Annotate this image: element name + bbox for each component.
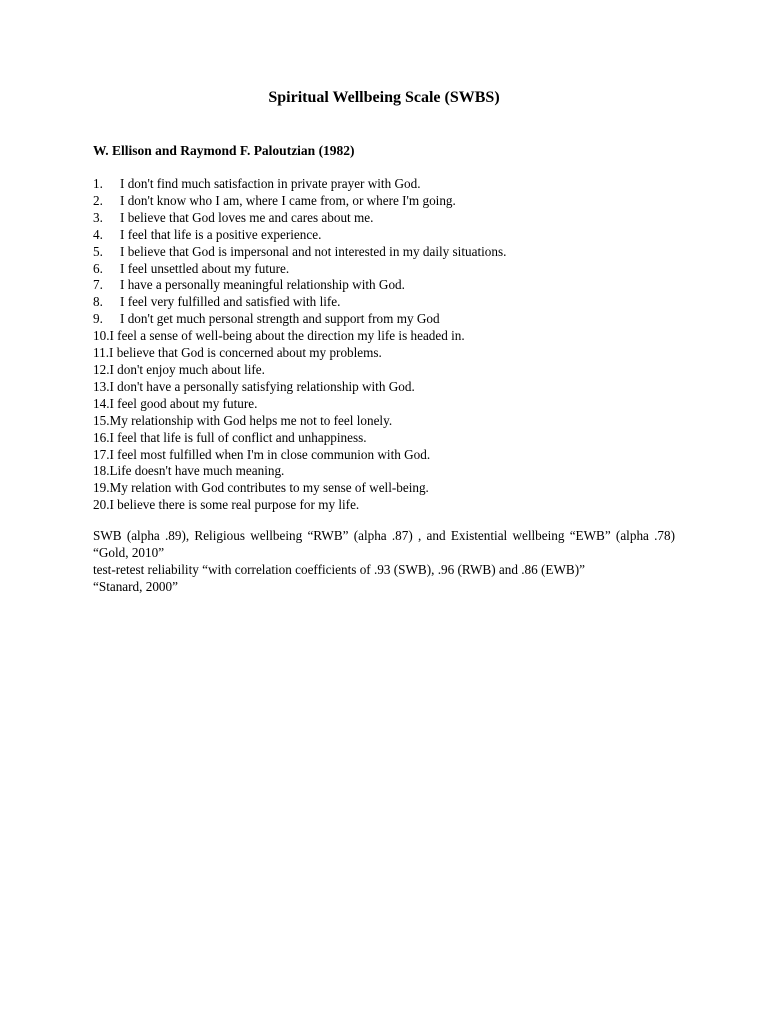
- list-item: [93, 277, 683, 294]
- list-item: [93, 328, 683, 345]
- citation-note: “Stanard, 2000”: [93, 578, 178, 594]
- list-item: [93, 261, 683, 278]
- item-text: I don't find much satisfaction in private prayer with God.: [120, 176, 421, 191]
- item-text: I believe that God is impersonal and not interested in my daily situations.: [120, 243, 507, 259]
- item-text: I don't get much personal strength and support from my God: [120, 311, 440, 327]
- list-item: [93, 463, 683, 480]
- item-number: 14.: [93, 395, 110, 411]
- list-item: [93, 176, 683, 193]
- list-item: [93, 311, 683, 328]
- document-authors: W. Ellison and Raymond F. Paloutzian (1982): [93, 143, 355, 158]
- item-number: 11.: [93, 345, 109, 361]
- list-item: [93, 294, 683, 311]
- reliability-notes: [93, 528, 675, 596]
- item-number: 8.: [93, 294, 103, 310]
- item-number: 10.: [93, 328, 110, 344]
- alpha-note: SWB (alpha .89), Religious wellbeing “RWB” (alpha .87) , and Existential wellbeing “EWB” (alpha .78) “Gold, 2010”: [93, 528, 675, 560]
- item-number: 15.: [93, 412, 110, 428]
- item-text: I feel most fulfilled when I'm in close communion with God.: [109, 446, 431, 462]
- item-text: I believe there is some real purpose for my life.: [109, 497, 360, 513]
- item-number: 12.: [93, 361, 110, 377]
- list-item: [93, 497, 683, 514]
- item-text: I feel very fulfilled and satisfied with life.: [120, 294, 341, 310]
- item-text: My relation with God contributes to my sense of well-being.: [109, 480, 429, 496]
- item-number: 9.: [93, 311, 103, 327]
- item-number: 20.: [93, 497, 110, 513]
- list-item: [93, 379, 683, 396]
- item-number: 18.: [93, 463, 110, 479]
- item-number: 13.: [93, 378, 110, 394]
- item-text: I feel that life is a positive experience.: [120, 226, 322, 242]
- item-number: 3.: [93, 209, 103, 225]
- test-retest-note: test-retest reliability “with correlation coefficients of .93 (SWB), .96 (RWB) and .86 (EWB)”: [93, 561, 585, 577]
- list-item: [93, 430, 683, 447]
- list-item: [93, 413, 683, 430]
- item-text: I don't have a personally satisfying relationship with God.: [109, 378, 415, 394]
- item-text: I believe that God loves me and cares about me.: [120, 209, 374, 225]
- item-number: 5.: [93, 243, 103, 259]
- item-number: 1.: [93, 176, 103, 191]
- item-text: I feel that life is full of conflict and unhappiness.: [109, 429, 367, 445]
- item-text: Life doesn't have much meaning.: [109, 463, 285, 479]
- item-list: [93, 176, 683, 514]
- item-text: My relationship with God helps me not to feel lonely.: [109, 412, 393, 428]
- list-item: [93, 362, 683, 379]
- item-text: I have a personally meaningful relationship with God.: [120, 277, 405, 293]
- item-number: 17.: [93, 446, 110, 462]
- list-item: [93, 480, 683, 497]
- item-number: 19.: [93, 480, 110, 496]
- item-number: 6.: [93, 260, 103, 276]
- item-number: 7.: [93, 277, 103, 293]
- item-number: 2.: [93, 192, 103, 208]
- list-item: [93, 447, 683, 464]
- item-text: I feel a sense of well-being about the direction my life is headed in.: [109, 328, 465, 344]
- item-text: I feel unsettled about my future.: [120, 260, 290, 276]
- item-text: I don't enjoy much about life.: [109, 361, 265, 377]
- list-item: [93, 345, 683, 362]
- item-text: I don't know who I am, where I came from, or where I'm going.: [120, 192, 456, 208]
- list-item: [93, 244, 683, 261]
- list-item: [93, 210, 683, 227]
- item-number: 16.: [93, 429, 110, 445]
- list-item: [93, 193, 683, 210]
- list-item: [93, 227, 683, 244]
- document-title: Spiritual Wellbeing Scale (SWBS): [268, 89, 500, 106]
- item-number: 4.: [93, 226, 103, 242]
- item-text: I feel good about my future.: [109, 395, 258, 411]
- item-text: I believe that God is concerned about my problems.: [109, 345, 382, 361]
- list-item: [93, 396, 683, 413]
